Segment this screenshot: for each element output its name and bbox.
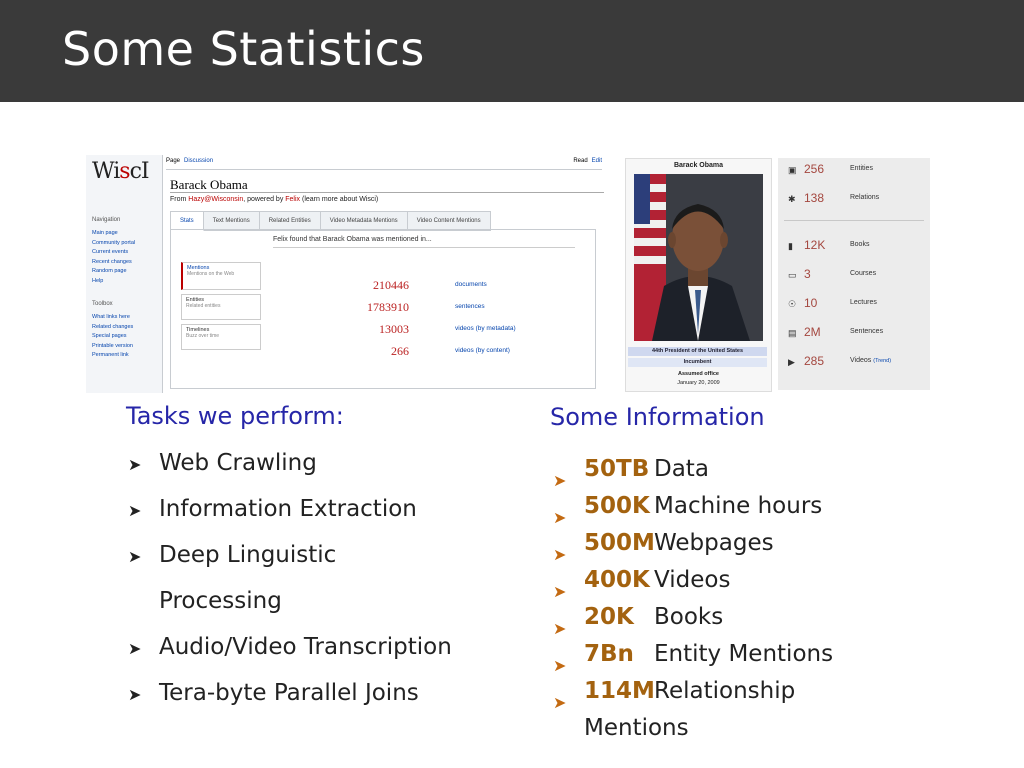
tasks-list bbox=[128, 450, 452, 726]
arrow-bullet-icon: ➤ bbox=[553, 545, 567, 564]
toolbox-link[interactable]: Special pages bbox=[92, 333, 127, 340]
learn-more-link[interactable]: (learn more about Wisci) bbox=[300, 196, 379, 203]
nav-link[interactable]: Help bbox=[92, 277, 104, 284]
count-link[interactable]: videos (by content) bbox=[455, 347, 510, 354]
arrow-bullet-icon: ➤ bbox=[128, 685, 142, 704]
infobox-date: January 20, 2009 bbox=[677, 380, 720, 386]
stat-item-relations: ✱ 138 Relations bbox=[788, 191, 880, 205]
wiki-top-nav bbox=[166, 157, 602, 170]
nav-link[interactable]: Random page bbox=[92, 268, 127, 275]
side-tab-entities[interactable]: Entities Related entities bbox=[181, 294, 261, 320]
wiki-screenshot bbox=[86, 155, 604, 393]
tasks-heading: Tasks we perform: bbox=[126, 402, 344, 430]
wiki-tabs bbox=[170, 211, 491, 229]
title-divider bbox=[170, 192, 604, 193]
count-row bbox=[321, 278, 604, 292]
toolbox-link[interactable]: Related changes bbox=[92, 323, 134, 330]
infobox-caption-status: Incumbent bbox=[628, 358, 767, 367]
arrow-bullet-icon: ➤ bbox=[553, 582, 567, 601]
tab-stats[interactable]: Stats bbox=[170, 211, 204, 231]
count-value: 13003 bbox=[379, 322, 409, 336]
toolbox-heading: Toolbox bbox=[92, 301, 113, 307]
list-item: ➤ Tera-byte Parallel Joins bbox=[128, 680, 419, 706]
list-item: ➤ Information Extraction bbox=[128, 496, 417, 522]
count-value: 1783910 bbox=[367, 300, 409, 314]
count-link[interactable]: documents bbox=[455, 281, 487, 288]
list-item: ➤ Deep Linguistic bbox=[128, 542, 337, 568]
tab-related-entities[interactable]: Related Entities bbox=[260, 211, 321, 231]
slide-title: Some Statistics bbox=[62, 22, 425, 76]
stat-item-courses: ▭ 3 Courses bbox=[788, 267, 877, 281]
wiki-subtitle: From Hazy@Wisconsin, powered by Felix (learn more about Wisci) bbox=[170, 196, 379, 203]
toolbox-link[interactable]: Permanent link bbox=[92, 352, 129, 359]
list-item-continuation: Processing bbox=[159, 588, 282, 614]
entity-stats-panel bbox=[778, 158, 930, 390]
arrow-bullet-icon: ➤ bbox=[553, 693, 567, 712]
list-item-continuation: Mentions bbox=[584, 715, 689, 741]
felix-link[interactable]: Felix bbox=[285, 196, 301, 203]
tab-text-mentions[interactable]: Text Mentions bbox=[204, 211, 260, 231]
stat-item-lectures: ☉ 10 Lectures bbox=[788, 296, 877, 310]
arrow-bullet-icon: ➤ bbox=[128, 639, 142, 658]
cube-icon: ▣ bbox=[788, 165, 797, 175]
list-item: ➤ 400K Videos bbox=[553, 562, 833, 599]
tab-edit[interactable]: Edit bbox=[591, 158, 602, 164]
list-item: ➤ Web Crawling bbox=[128, 450, 317, 476]
youtube-icon: ▶ bbox=[788, 357, 795, 367]
arrow-bullet-icon: ➤ bbox=[553, 508, 567, 527]
toolbox-list bbox=[92, 313, 133, 361]
title-bar bbox=[0, 0, 1024, 102]
toolbox-link[interactable]: What links here bbox=[92, 314, 130, 320]
trend-link[interactable]: (Trend) bbox=[873, 358, 892, 364]
count-link[interactable]: sentences bbox=[455, 303, 485, 310]
list-item: ➤ 500MWebpages bbox=[553, 525, 833, 562]
navigation-heading: Navigation bbox=[92, 217, 121, 223]
tab-video-content-mentions[interactable]: Video Content Mentions bbox=[408, 211, 491, 231]
portrait-photo bbox=[634, 174, 763, 341]
side-tab-timelines[interactable]: Timelines Buzz over time bbox=[181, 324, 261, 350]
portrait-infobox bbox=[625, 158, 772, 392]
arrow-bullet-icon: ➤ bbox=[128, 501, 142, 520]
tab-read[interactable]: Read bbox=[573, 158, 588, 164]
podcast-icon: ☉ bbox=[788, 299, 797, 309]
infobox-assumed-label: Assumed office bbox=[678, 371, 719, 377]
count-link[interactable]: videos (by metadata) bbox=[455, 325, 516, 332]
infobox-name: Barack Obama bbox=[673, 162, 724, 169]
info-list bbox=[553, 451, 833, 747]
side-tab-mentions[interactable]: Mentions Mentions on the Web bbox=[181, 262, 261, 290]
arrow-bullet-icon: ➤ bbox=[128, 547, 142, 566]
nav-link[interactable]: Current events bbox=[92, 249, 129, 256]
arrow-bullet-icon: ➤ bbox=[553, 471, 567, 490]
book-icon: ▮ bbox=[788, 241, 793, 251]
tab-video-metadata-mentions[interactable]: Video Metadata Mentions bbox=[321, 211, 408, 231]
nav-link[interactable]: Recent changes bbox=[92, 258, 132, 265]
list-item: ➤ Audio/Video Transcription bbox=[128, 634, 452, 660]
toolbox-link[interactable]: Printable version bbox=[92, 342, 133, 349]
stat-item-books: ▮ 12K Books bbox=[788, 238, 870, 252]
wiki-page-title: Barack Obama bbox=[170, 177, 248, 192]
tab-page[interactable]: Page bbox=[166, 158, 181, 164]
hazy-link[interactable]: Hazy@Wisconsin bbox=[188, 196, 244, 203]
stat-item-entities: ▣ 256 Entities bbox=[788, 162, 873, 176]
list-item: ➤ 20K Books bbox=[553, 599, 833, 636]
navigation-list bbox=[92, 229, 135, 287]
asterisk-icon: ✱ bbox=[788, 194, 796, 204]
found-text: Felix found that Barack Obama was mentioned in... bbox=[273, 236, 432, 243]
stat-item-sentences: ▤ 2M Sentences bbox=[788, 325, 884, 339]
count-row bbox=[321, 300, 604, 314]
info-heading: Some Information bbox=[550, 403, 765, 431]
count-value: 210446 bbox=[373, 278, 409, 292]
list-item: ➤ 500K Machine hours bbox=[553, 488, 833, 525]
document-icon: ▤ bbox=[788, 328, 797, 338]
infobox-caption-title: 44th President of the United States bbox=[628, 347, 767, 356]
stats-divider bbox=[784, 220, 924, 221]
wiki-sidebar bbox=[86, 155, 163, 393]
count-value: 266 bbox=[391, 344, 409, 358]
count-row bbox=[321, 322, 604, 336]
arrow-bullet-icon: ➤ bbox=[128, 455, 142, 474]
list-item: ➤ 114MRelationship bbox=[553, 673, 833, 710]
found-divider bbox=[273, 247, 575, 248]
stats-panel-body bbox=[170, 229, 596, 389]
nav-link[interactable]: Main page bbox=[92, 230, 118, 236]
arrow-bullet-icon: ➤ bbox=[553, 656, 567, 675]
list-item: ➤ 50TB Data bbox=[553, 451, 833, 488]
list-item: ➤ 7Bn Entity Mentions bbox=[553, 636, 833, 673]
stat-item-videos: ▶ 285 Videos (Trend) bbox=[788, 354, 892, 368]
tab-discussion[interactable]: Discussion bbox=[184, 158, 214, 164]
arrow-bullet-icon: ➤ bbox=[553, 619, 567, 638]
wisci-logo: WiscI bbox=[92, 159, 149, 184]
nav-link[interactable]: Community portal bbox=[92, 239, 136, 246]
count-row bbox=[321, 344, 604, 358]
monitor-icon: ▭ bbox=[788, 270, 797, 280]
